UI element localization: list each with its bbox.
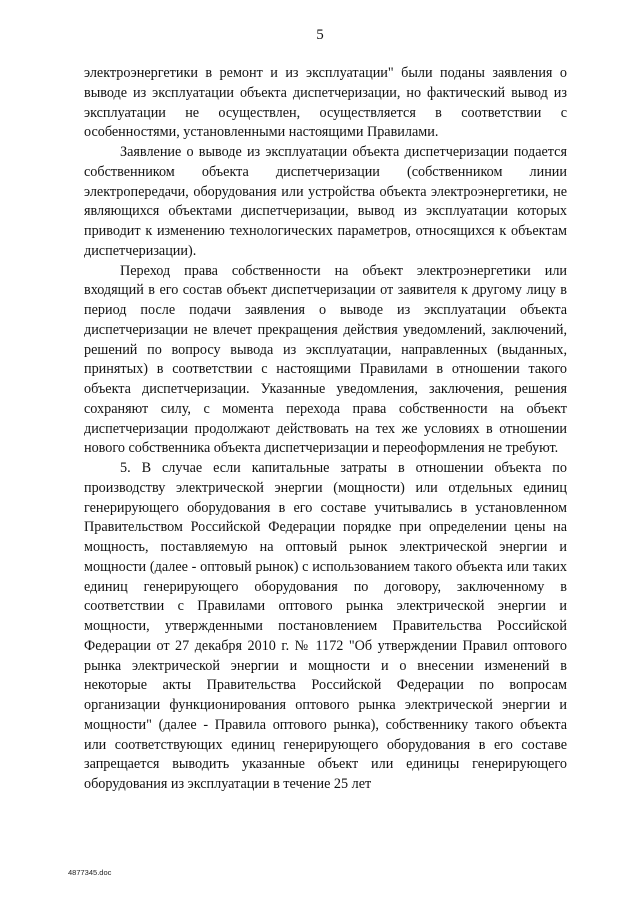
document-body [84, 64, 567, 795]
paragraph-application: Заявление о выводе из эксплуатации объекта диспетчеризации подается собственником объекта диспетчеризации (собственником линии электропередачи, оборудования или устройства объекта электроэнергетики, не являющихся объектами диспетчеризации, вывод из эксплуатации которых приводит к изменению технологических параметров, относящихся к объектам диспетчеризации). [84, 144, 567, 259]
paragraph-ownership-transfer: Переход права собственности на объект электроэнергетики или входящий в его состав объект диспетчеризации от заявителя к другому лицу в период после подачи заявления о выводе из эксплуатации объекта диспетчеризации не влечет прекращения действия уведомлений, заключений, решений по вопросу вывода из эксплуатации, направленных (выданных, принятых) в соответствии с настоящими Правилами в отношении такого объекта диспетчеризации. Указанные уведомления, заключения, решения сохраняют силу, с момента перехода права собственности на объект диспетчеризации продолжают действовать на тех же условиях в отношении нового собственника объекта диспетчеризации и переоформления не требуют. [84, 262, 567, 457]
page-number: 5 [316, 27, 324, 43]
footer-document-id: 4877345.doc [68, 868, 112, 877]
paragraph-clause-5: 5. В случае если капитальные затраты в отношении объекта по производству электрической энергии (мощности) или отдельных единиц генерирующего оборудования в его составе учитывались в установленном Правительством Российской Федерации порядке при определении цены на мощность, поставляемую на оптовый рынок электрической энергии и мощности (далее - оптовый рынок) с использованием такого объекта или таких единиц генерирующего оборудования по договору, заключенному в соответствии с Правилами оптового рынка электрической энергии и мощности, утвержденными постановлением Правительства Российской Федерации от 27 декабря 2010 г. № 1172 "Об утверждении Правил оптового рынка электрической энергии и мощности и о внесении изменений в некоторые акты Правительства Российской Федерации по вопросам организации функционирования оптового рынка электрической энергии и мощности" (далее - Правила оптового рынка), собственнику такого объекта или соответствующих единиц генерирующего оборудования в его составе запрещается выводить указанные объект или единицы генерирующего оборудования из эксплуатации в течение 25 лет [84, 460, 567, 792]
paragraph-continuation: электроэнергетики в ремонт и из эксплуатации" были поданы заявления о выводе из эксплуатации объекта диспетчеризации, но фактический вывод из эксплуатации не осуществлен, осуществляется в соответствии с особенностями, установленными настоящими Правилами. [84, 65, 567, 141]
